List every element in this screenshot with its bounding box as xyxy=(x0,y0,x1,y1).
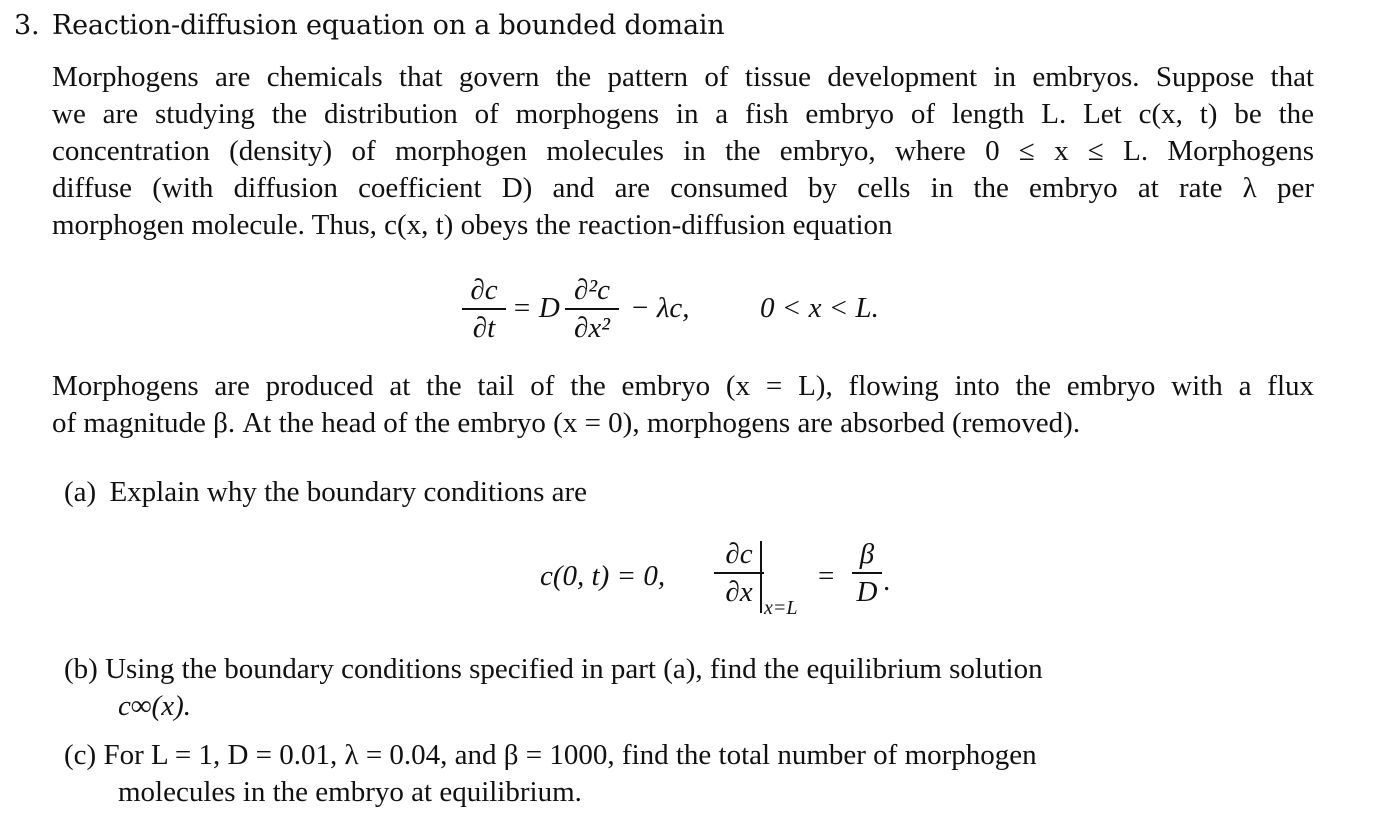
part-a-label: (a) xyxy=(64,476,97,508)
pde-lhs-denominator: ∂t xyxy=(472,311,496,344)
fraction-bar xyxy=(852,572,882,574)
flux-line: of magnitude β. At the head of the embryo (x = 0), morphogens are absorbed (removed). xyxy=(52,407,1081,439)
fraction-bar xyxy=(565,308,619,310)
problem-title: Reaction-diffusion equation on a bounded domain xyxy=(52,10,725,41)
evaluation-bar xyxy=(760,541,762,613)
part-c-line1: For L = 1, D = 0.01, λ = 0.04, and β = 1000, find the total number of morphogen xyxy=(103,739,1037,771)
fraction-bar xyxy=(714,572,764,574)
intro-line: diffuse (with diffusion coefficient D) and are consumed by cells in the embryo at rate λ per xyxy=(52,172,1314,204)
bc-rhs-denominator: D xyxy=(856,575,878,608)
intro-line: Morphogens are chemicals that govern the pattern of tissue development in embryos. Suppose that xyxy=(52,61,1314,93)
pde-equals-d: = D xyxy=(512,292,560,324)
bc-rhs-fraction xyxy=(852,537,882,609)
part-c-line2: molecules in the embryo at equilibrium. xyxy=(118,776,582,808)
part-b xyxy=(64,651,1043,688)
part-a-text: Explain why the boundary conditions are xyxy=(109,476,588,508)
problem-number: 3. xyxy=(14,10,40,41)
part-c xyxy=(64,737,1037,774)
pde-rhs-fraction xyxy=(565,273,619,345)
bc-period: . xyxy=(883,565,891,597)
intro-line: we are studying the distribution of morphogens in a fish embryo of length L. Let c(x, t) be the xyxy=(52,98,1314,130)
part-c-label: (c) xyxy=(64,739,97,771)
part-b-line2: c∞(x). xyxy=(118,690,191,722)
bc-rhs-numerator: β xyxy=(859,538,875,570)
bc-derivative-denominator: ∂x xyxy=(725,575,753,608)
bc-equals: = xyxy=(818,560,835,592)
pde-rhs-denominator: ∂x² xyxy=(574,311,610,344)
pde-rhs-numerator: ∂²c xyxy=(574,274,610,306)
bc-dirichlet: c(0, t) = 0, xyxy=(540,560,666,592)
pde-domain: 0 < x < L. xyxy=(760,292,879,324)
pde-decay-term: − λc, xyxy=(630,292,690,324)
problem-heading xyxy=(14,10,724,41)
bc-evaluation-subscript: x=L xyxy=(764,597,798,619)
intro-paragraph xyxy=(52,59,1314,244)
flux-paragraph xyxy=(52,368,1314,442)
fraction-bar xyxy=(462,308,506,310)
intro-line: morphogen molecule. Thus, c(x, t) obeys the reaction-diffusion equation xyxy=(52,209,893,241)
pde-lhs-numerator: ∂c xyxy=(470,274,498,306)
bc-derivative-numerator: ∂c xyxy=(725,538,753,570)
part-b-line1: Using the boundary conditions specified in part (a), find the equilibrium solution xyxy=(105,653,1043,685)
pde-lhs-fraction xyxy=(462,273,506,345)
part-a xyxy=(64,474,587,511)
bc-derivative-fraction xyxy=(714,537,764,609)
part-b-label: (b) xyxy=(64,653,98,685)
intro-line: concentration (density) of morphogen molecules in the embryo, where 0 ≤ x ≤ L. Morphogens xyxy=(52,135,1314,167)
flux-line: Morphogens are produced at the tail of the embryo (x = L), flowing into the embryo with a flux xyxy=(52,370,1314,402)
